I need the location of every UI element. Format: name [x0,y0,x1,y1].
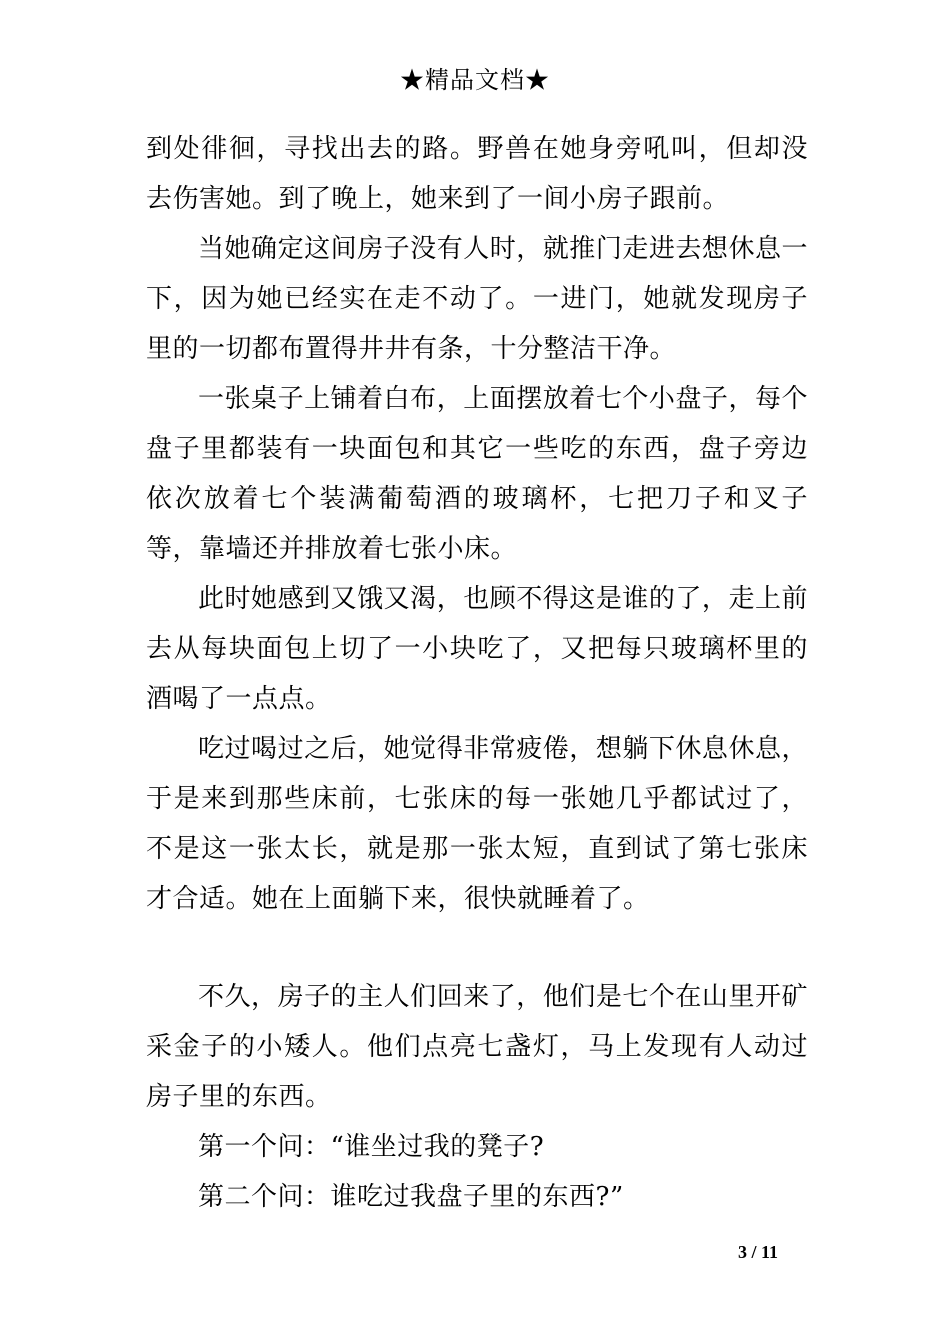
paragraph-table-description: 一张桌子上铺着白布，上面摆放着七个小盘子，每个盘子里都装有一块面包和其它一些吃的东西，盘子旁边依次放着七个装满葡萄酒的玻璃杯，七把刀子和叉子等，靠墙还并排放着七张小床。 [146,384,808,564]
paragraph-dwarfs-return: 不久，房子的主人们回来了，他们是七个在山里开矿采金子的小矮人。他们点亮七盏灯，马上发现有人动过房子里的东西。 [146,982,808,1112]
document-body [146,124,808,1222]
paragraph-second-question: 第二个问：谁吃过我盘子里的东西?” [198,1182,624,1212]
document-header-title: ★精品文档★ [400,66,550,94]
blank-line [146,924,808,972]
paragraph-first-question: 第一个问：“谁坐过我的凳子? [198,1132,545,1162]
paragraph-continuation: 到处徘徊，寻找出去的路。野兽在她身旁吼叫，但却没去伤害她。到了晚上，她来到了一间小房子跟前。 [146,134,808,214]
paragraph-try-beds: 吃过喝过之后，她觉得非常疲倦，想躺下休息休息，于是来到那些床前，七张床的每一张她几乎都试过了，不是这一张太长，就是那一张太短，直到试了第七张床才合适。她在上面躺下来，很快就睡着了。 [146,734,808,914]
page-number: 3 / 11 [738,1242,779,1262]
paragraph-eat-drink: 此时她感到又饿又渴，也顾不得这是谁的了，走上前去从每块面包上切了一小块吃了，又把每只玻璃杯里的酒喝了一点点。 [146,584,808,714]
paragraph-enter-house: 当她确定这间房子没有人时，就推门走进去想休息一下，因为她已经实在走不动了。一进门，她就发现房子里的一切都布置得井井有条，十分整洁干净。 [146,234,808,364]
